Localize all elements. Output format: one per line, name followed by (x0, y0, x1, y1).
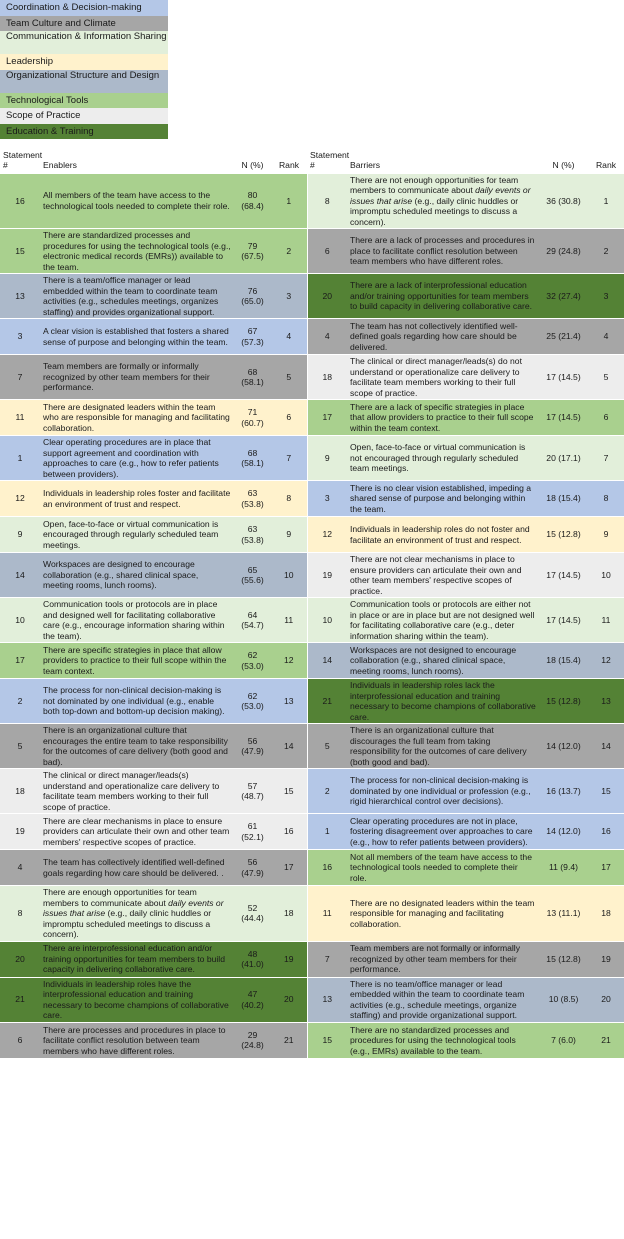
enabler-rank: 8 (271, 481, 307, 517)
enabler-n: 65 (55.6) (234, 553, 271, 598)
category-legend (0, 0, 168, 139)
enabler-text: A clear vision is established that fosters a shared sense of purpose and belonging within the team. (40, 319, 234, 355)
enabler-text (40, 886, 234, 942)
barrier-statement-number: 16 (307, 850, 347, 886)
barrier-text: There are a lack of processes and procedures in place to facilitate conflict resolution between team members who have different roles. (347, 229, 539, 274)
enabler-statement-number: 15 (0, 229, 40, 274)
enabler-text: The process for non-clinical decision-making is not dominated by one individual (e.g., enable both top-down and bottom-up decision making). (40, 679, 234, 724)
barrier-statement-number: 20 (307, 274, 347, 319)
barrier-text: There is no team/office manager or lead embedded within the team to coordinate team activities (e.g., schedule meetings, organize staffing) and provide organizational support. (347, 977, 539, 1022)
enabler-text-em: daily events or issues that arise (43, 897, 224, 918)
barrier-rank: 10 (588, 553, 624, 598)
enabler-statement-number: 21 (0, 977, 40, 1022)
header-n-barriers: N (%) (539, 147, 588, 173)
enabler-text: There are clear mechanisms in place to ensure providers can articulate their own and other team members' respective scopes of practice. (40, 814, 234, 850)
header-rank: Rank (271, 147, 307, 173)
enabler-n: 52 (44.4) (234, 886, 271, 942)
enabler-n: 61 (52.1) (234, 814, 271, 850)
barrier-statement-number: 15 (307, 1022, 347, 1058)
table-row (0, 598, 624, 643)
barrier-text: There are a lack of specific strategies in place that allow providers to practice to their full scope within the team context. (347, 400, 539, 436)
enabler-statement-number: 18 (0, 769, 40, 814)
barrier-text: There is no clear vision established, impeding a shared sense of purpose and belonging within the team. (347, 481, 539, 517)
barrier-rank: 13 (588, 679, 624, 724)
barrier-n: 32 (27.4) (539, 274, 588, 319)
barrier-rank: 4 (588, 319, 624, 355)
enabler-text: There are standardized processes and procedures for using the technological tools (e.g., electronic medical records (EMRs)) available to the team. (40, 229, 234, 274)
enabler-statement-number: 13 (0, 274, 40, 319)
enabler-n: 68 (58.1) (234, 355, 271, 400)
barrier-statement-number: 11 (307, 886, 347, 942)
enabler-n: 79 (67.5) (234, 229, 271, 274)
barrier-n: 13 (11.1) (539, 886, 588, 942)
barrier-text-em: daily events or issues that arise (350, 185, 531, 206)
enabler-statement-number: 12 (0, 481, 40, 517)
barrier-n: 18 (15.4) (539, 481, 588, 517)
header-barriers: Barriers (347, 147, 539, 173)
barrier-statement-number: 13 (307, 977, 347, 1022)
enabler-rank: 18 (271, 886, 307, 942)
enabler-rank: 17 (271, 850, 307, 886)
enabler-text: All members of the team have access to the technological tools needed to complete their role. (40, 173, 234, 229)
enabler-text-post: (e.g., daily clinic huddles or impromptu scheduled meetings to discuss a concern). (43, 908, 212, 939)
header-enablers: Enablers (40, 147, 234, 173)
enabler-text: Clear operating procedures are in place that support agreement and coordination with approaches to care (e.g., how to refer patients between providers). (40, 436, 234, 481)
enabler-statement-number: 5 (0, 724, 40, 769)
legend-item-leadership: Leadership (0, 54, 168, 70)
table-row (0, 814, 624, 850)
barrier-rank: 17 (588, 850, 624, 886)
enabler-text: There are processes and procedures in place to facilitate conflict resolution between team members who have different roles. (40, 1022, 234, 1058)
enabler-rank: 7 (271, 436, 307, 481)
table-row (0, 274, 624, 319)
table-row (0, 319, 624, 355)
enabler-n: 63 (53.8) (234, 481, 271, 517)
barrier-text: Team members are not formally or informally recognized by other team members for their performance. (347, 941, 539, 977)
barrier-n: 15 (12.8) (539, 517, 588, 553)
table-row (0, 941, 624, 977)
table-body (0, 173, 624, 1058)
barrier-n: 20 (17.1) (539, 436, 588, 481)
enabler-statement-number: 7 (0, 355, 40, 400)
enabler-statement-number: 8 (0, 886, 40, 942)
barrier-statement-number: 1 (307, 814, 347, 850)
barrier-statement-number: 9 (307, 436, 347, 481)
barrier-rank: 3 (588, 274, 624, 319)
barrier-rank: 1 (588, 173, 624, 229)
enabler-n: 76 (65.0) (234, 274, 271, 319)
enabler-text: Individuals in leadership roles foster and facilitate an environment of trust and respect. (40, 481, 234, 517)
table-row (0, 850, 624, 886)
table-row (0, 481, 624, 517)
barrier-statement-number: 5 (307, 724, 347, 769)
barrier-rank: 15 (588, 769, 624, 814)
table-row (0, 229, 624, 274)
legend-item-structure: Organizational Structure and Design (0, 70, 168, 93)
barrier-n: 7 (6.0) (539, 1022, 588, 1058)
barrier-n: 17 (14.5) (539, 400, 588, 436)
barrier-statement-number: 21 (307, 679, 347, 724)
enabler-text: Open, face-to-face or virtual communication is encouraged through regularly scheduled team meetings. (40, 517, 234, 553)
barrier-n: 14 (12.0) (539, 724, 588, 769)
barrier-rank: 19 (588, 941, 624, 977)
enabler-rank: 13 (271, 679, 307, 724)
table-row (0, 400, 624, 436)
enabler-n: 80 (68.4) (234, 173, 271, 229)
table-row (0, 643, 624, 679)
barrier-statement-number: 19 (307, 553, 347, 598)
enabler-statement-number: 11 (0, 400, 40, 436)
barrier-text: There are no standardized processes and procedures for using the technological tools (e.g., EMRs) available to the team. (347, 1022, 539, 1058)
enabler-text: Team members are formally or informally recognized by other team members for their performance. (40, 355, 234, 400)
barrier-text: Clear operating procedures are not in place, fostering disagreement over approaches to care (e.g., how to refer patients between providers). (347, 814, 539, 850)
enabler-rank: 12 (271, 643, 307, 679)
header-statement-barriers: Statement # (307, 147, 347, 173)
enabler-n: 57 (48.7) (234, 769, 271, 814)
table-row (0, 769, 624, 814)
enabler-rank: 6 (271, 400, 307, 436)
barrier-statement-number: 3 (307, 481, 347, 517)
barrier-n: 11 (9.4) (539, 850, 588, 886)
enabler-statement-number: 17 (0, 643, 40, 679)
enabler-rank: 11 (271, 598, 307, 643)
barrier-statement-number: 10 (307, 598, 347, 643)
barrier-text: There are a lack of interprofessional education and/or training opportunities for team members to build capacity in delivering collaborative care. (347, 274, 539, 319)
barrier-rank: 18 (588, 886, 624, 942)
table-row (0, 724, 624, 769)
header-rank-barriers: Rank (588, 147, 624, 173)
enablers-barriers-table (0, 147, 624, 1058)
legend-item-coordination: Coordination & Decision-making (0, 0, 168, 16)
barrier-n: 17 (14.5) (539, 553, 588, 598)
enabler-statement-number: 3 (0, 319, 40, 355)
enabler-rank: 9 (271, 517, 307, 553)
barrier-text: There are no designated leaders within the team responsible for managing and facilitating collaboration. (347, 886, 539, 942)
header-n: N (%) (234, 147, 271, 173)
enabler-text: There is a team/office manager or lead embedded within the team to coordinate team activities (e.g., schedules meetings, organizes staffing) and provides organizational support. (40, 274, 234, 319)
barrier-rank: 9 (588, 517, 624, 553)
barrier-statement-number: 18 (307, 355, 347, 400)
barrier-rank: 12 (588, 643, 624, 679)
barrier-text: There is an organizational culture that discourages the full team from taking responsibility for the outcomes of care delivery (both good and bad). (347, 724, 539, 769)
enabler-n: 71 (60.7) (234, 400, 271, 436)
legend-item-technology: Technological Tools (0, 93, 168, 109)
barrier-n: 15 (12.8) (539, 679, 588, 724)
barrier-n: 17 (14.5) (539, 598, 588, 643)
enabler-n: 48 (41.0) (234, 941, 271, 977)
enabler-rank: 20 (271, 977, 307, 1022)
enabler-rank: 21 (271, 1022, 307, 1058)
barrier-text: Individuals in leadership roles do not foster and facilitate an environment of trust and respect. (347, 517, 539, 553)
barrier-statement-number: 8 (307, 173, 347, 229)
enabler-n: 63 (53.8) (234, 517, 271, 553)
barrier-statement-number: 7 (307, 941, 347, 977)
legend-item-scope: Scope of Practice (0, 108, 168, 124)
enabler-n: 67 (57.3) (234, 319, 271, 355)
enabler-text: Workspaces are designed to encourage collaboration (e.g., shared clinical space, meeting rooms, lunch rooms). (40, 553, 234, 598)
enabler-n: 62 (53.0) (234, 643, 271, 679)
enabler-text: The team has collectively identified well-defined goals regarding how care should be delivered. . (40, 850, 234, 886)
table-row (0, 1022, 624, 1058)
barrier-text-post: (e.g., daily clinic huddles or impromptu scheduled meetings to discuss a concern). (350, 195, 519, 227)
enabler-rank: 19 (271, 941, 307, 977)
enabler-rank: 1 (271, 173, 307, 229)
enabler-text: There are designated leaders within the team who are responsible for managing and facilitating collaboration. (40, 400, 234, 436)
enabler-statement-number: 4 (0, 850, 40, 886)
table-row (0, 355, 624, 400)
enabler-text: Communication tools or protocols are in place and designed well for facilitating collaborative care (e.g., encourage information sharing within the team). (40, 598, 234, 643)
enabler-statement-number: 14 (0, 553, 40, 598)
enabler-n: 56 (47.9) (234, 724, 271, 769)
barrier-n: 36 (30.8) (539, 173, 588, 229)
barrier-statement-number: 17 (307, 400, 347, 436)
barrier-rank: 11 (588, 598, 624, 643)
enabler-rank: 3 (271, 274, 307, 319)
barrier-n: 14 (12.0) (539, 814, 588, 850)
enabler-rank: 4 (271, 319, 307, 355)
barrier-text: The process for non-clinical decision-making is dominated by one individual or profession (e.g., rigid hierarchical control over decisions). (347, 769, 539, 814)
barrier-statement-number: 6 (307, 229, 347, 274)
enabler-rank: 2 (271, 229, 307, 274)
barrier-n: 15 (12.8) (539, 941, 588, 977)
barrier-text: Individuals in leadership roles lack the interprofessional education and training necessary to become champions of collaborative care. (347, 679, 539, 724)
legend-item-culture: Team Culture and Climate (0, 16, 168, 32)
barrier-text: Open, face-to-face or virtual communication is not encouraged through regularly scheduled team meetings. (347, 436, 539, 481)
enabler-text: Individuals in leadership roles have the interprofessional education and training necessary to become champions of collaborative care. (40, 977, 234, 1022)
enabler-statement-number: 2 (0, 679, 40, 724)
barrier-text: Workspaces are not designed to encourage collaboration (e.g., shared clinical space, meeting rooms, lunch rooms). (347, 643, 539, 679)
barrier-text: Not all members of the team have access to the technological tools needed to complete their role. (347, 850, 539, 886)
barrier-n: 17 (14.5) (539, 355, 588, 400)
table-row (0, 977, 624, 1022)
barrier-text: Communication tools or protocols are either not in place or are in place but are not designed well for facilitating collaborative care (e.g., deter information sharing within the team). (347, 598, 539, 643)
enabler-rank: 10 (271, 553, 307, 598)
barrier-rank: 16 (588, 814, 624, 850)
legend-item-communication: Communication & Information Sharing (0, 31, 168, 54)
barrier-n: 18 (15.4) (539, 643, 588, 679)
barrier-rank: 21 (588, 1022, 624, 1058)
barrier-n: 29 (24.8) (539, 229, 588, 274)
legend-item-education: Education & Training (0, 124, 168, 140)
enabler-text: There are specific strategies in place that allow providers to practice to their full scope within the team context. (40, 643, 234, 679)
barrier-rank: 8 (588, 481, 624, 517)
enabler-text: The clinical or direct manager/leads(s) understand and operationalize care delivery to facilitate team members working to their full scope of practice. (40, 769, 234, 814)
enabler-n: 29 (24.8) (234, 1022, 271, 1058)
table-row (0, 553, 624, 598)
table-row (0, 517, 624, 553)
enabler-rank: 16 (271, 814, 307, 850)
barrier-text (347, 173, 539, 229)
enabler-n: 47 (40.2) (234, 977, 271, 1022)
enabler-text-pre: There are enough opportunities for team members to communicate about (43, 887, 197, 908)
enabler-statement-number: 20 (0, 941, 40, 977)
barrier-text: There are not clear mechanisms in place to ensure providers can articulate their own and other team members' respective scopes of practice. (347, 553, 539, 598)
enabler-text: There is an organizational culture that encourages the entire team to take responsibility for the outcomes of care delivery (both good and bad). (40, 724, 234, 769)
barrier-text: The team has not collectively identified well-defined goals regarding how care should be delivered. (347, 319, 539, 355)
barrier-n: 10 (8.5) (539, 977, 588, 1022)
barrier-statement-number: 2 (307, 769, 347, 814)
barrier-rank: 2 (588, 229, 624, 274)
barrier-rank: 5 (588, 355, 624, 400)
enabler-statement-number: 9 (0, 517, 40, 553)
enabler-n: 64 (54.7) (234, 598, 271, 643)
table-header (0, 147, 624, 173)
barrier-statement-number: 14 (307, 643, 347, 679)
enabler-n: 62 (53.0) (234, 679, 271, 724)
enabler-rank: 15 (271, 769, 307, 814)
barrier-rank: 6 (588, 400, 624, 436)
enabler-statement-number: 19 (0, 814, 40, 850)
enabler-statement-number: 10 (0, 598, 40, 643)
enabler-statement-number: 16 (0, 173, 40, 229)
barrier-rank: 7 (588, 436, 624, 481)
barrier-statement-number: 12 (307, 517, 347, 553)
barrier-statement-number: 4 (307, 319, 347, 355)
barrier-n: 16 (13.7) (539, 769, 588, 814)
table-row (0, 886, 624, 942)
enabler-text: There are interprofessional education and/or training opportunities for team members to build capacity in delivering collaborative care. (40, 941, 234, 977)
barrier-text: The clinical or direct manager/leads(s) do not understand or operationalize care delivery to facilitate team members working to their full scope of practice. (347, 355, 539, 400)
barrier-rank: 14 (588, 724, 624, 769)
enabler-statement-number: 1 (0, 436, 40, 481)
barrier-n: 25 (21.4) (539, 319, 588, 355)
enabler-statement-number: 6 (0, 1022, 40, 1058)
enabler-rank: 5 (271, 355, 307, 400)
barrier-text-pre: There are not enough opportunities for team members to communicate about (350, 174, 519, 195)
barrier-rank: 20 (588, 977, 624, 1022)
header-statement: Statement # (0, 147, 40, 173)
enabler-n: 68 (58.1) (234, 436, 271, 481)
table-row (0, 679, 624, 724)
enabler-rank: 14 (271, 724, 307, 769)
table-row (0, 173, 624, 229)
enabler-n: 56 (47.9) (234, 850, 271, 886)
table-row (0, 436, 624, 481)
